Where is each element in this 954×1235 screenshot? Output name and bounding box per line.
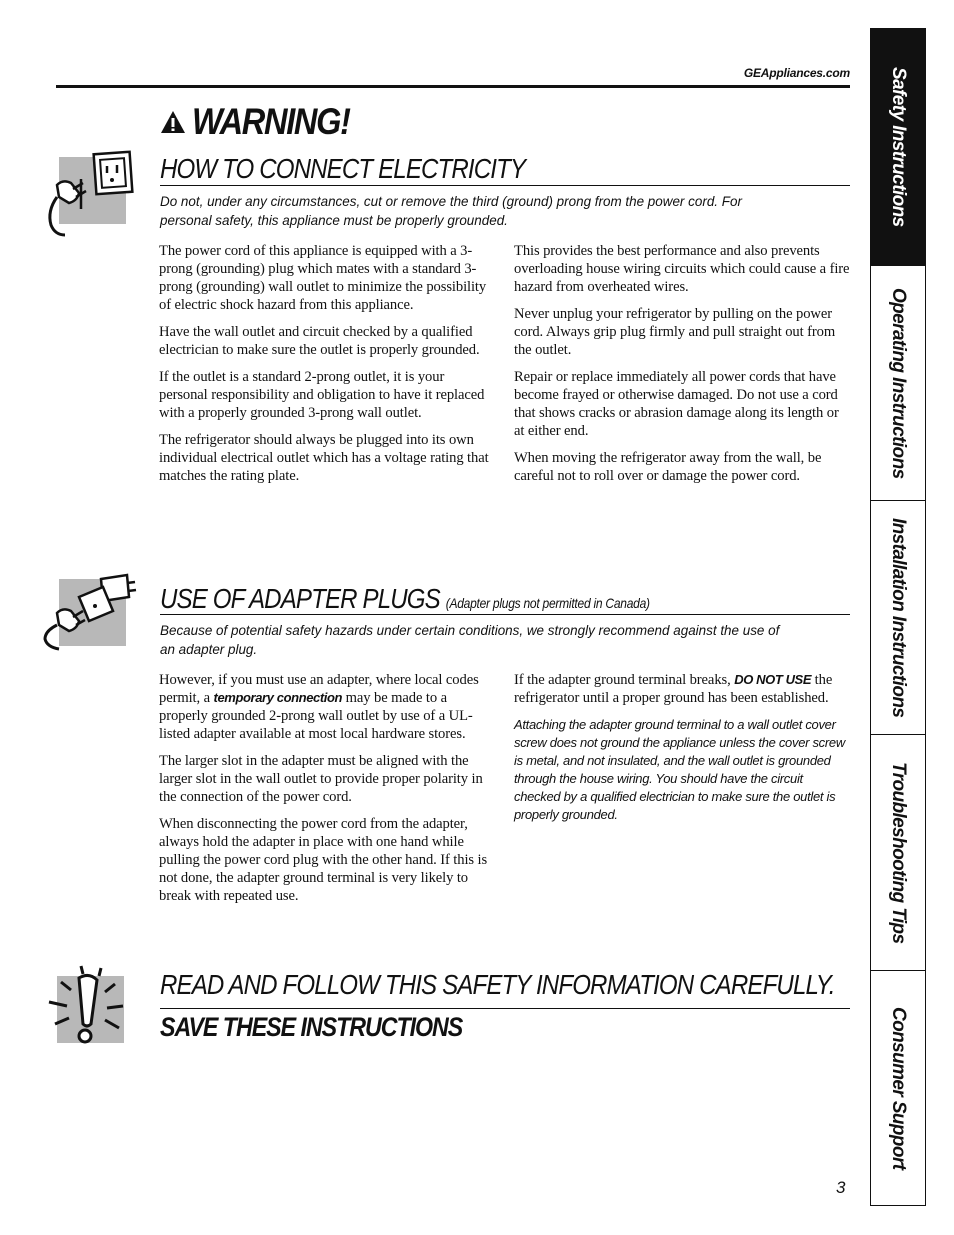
paragraph: Repair or replace immediately all power cords that have become frayed or otherwise damaged. Do not use a cord that shows cracks or abrasion damage along its length or at either end. bbox=[514, 369, 839, 439]
text-run: may be made to a properly grounded 2-prong wall outlet by use of a UL-listed adapter available at most local hardware stores. bbox=[159, 690, 473, 742]
electricity-right-column bbox=[514, 242, 852, 494]
paragraph: When moving the refrigerator away from the wall, be careful not to roll over or damage the power cord. bbox=[514, 450, 822, 484]
adapter-right-column bbox=[514, 671, 850, 833]
adapter-plug-icon bbox=[59, 579, 126, 646]
grounding-note: Attaching the adapter ground terminal to a wall outlet cover screw does not ground the appliance unless the cover screw is metal, and not insulated, and the wall outlet is grounded through the house wiring. You should have the circuit checked by a qualified electrician to make sure the outlet is properly grounded. bbox=[514, 717, 845, 822]
tab-operating-instructions[interactable] bbox=[870, 265, 926, 500]
tab-label: Safety Instructions bbox=[888, 67, 909, 227]
adapter-lead: Because of potential safety hazards under certain conditions, we strongly recommend against the use of an adapter plug. bbox=[160, 622, 780, 657]
emphasis-do-not-use: DO NOT USE bbox=[734, 672, 812, 687]
text-run: However, if you must use an adapter, where local codes permit, a bbox=[159, 672, 479, 706]
tab-installation-instructions[interactable] bbox=[870, 500, 926, 734]
top-rule bbox=[56, 85, 850, 88]
paragraph: This provides the best performance and also prevents overloading house wiring circuits which could cause a fire hazard from overheated wires. bbox=[514, 243, 850, 295]
plug-outlet-icon bbox=[59, 157, 126, 224]
electricity-lead: Do not, under any circumstances, cut or remove the third (ground) prong from the power cord. For personal safety, this appliance must be properly grounded. bbox=[160, 193, 742, 228]
read-follow-heading: READ AND FOLLOW THIS SAFETY INFORMATION CAREFULLY. bbox=[160, 969, 835, 1000]
section-title-electricity: HOW TO CONNECT ELECTRICITY bbox=[160, 153, 526, 184]
tab-label: Troubleshooting Tips bbox=[888, 761, 909, 944]
section-rule bbox=[160, 614, 850, 615]
tab-label: Operating Instructions bbox=[888, 287, 909, 479]
site-url: GEAppliances.com bbox=[743, 66, 850, 80]
save-instructions-heading: SAVE THESE INSTRUCTIONS bbox=[160, 1012, 463, 1042]
paragraph bbox=[159, 671, 494, 743]
paragraph: The power cord of this appliance is equipped with a 3-prong (grounding) plug which mates with a standard 3-prong (grounding) wall outlet to minimize the possibility of electric shock hazard from this appliance. bbox=[159, 243, 487, 313]
section-title-adapter bbox=[160, 583, 650, 615]
paragraph: The refrigerator should always be plugged into its own individual electrical outlet which has a voltage rating that matches the rating plate. bbox=[159, 432, 489, 484]
adapter-left-column bbox=[159, 671, 494, 914]
text-run: the refrigerator until a proper ground has been established. bbox=[514, 672, 833, 706]
page-number: 3 bbox=[836, 1178, 846, 1197]
paragraph: When disconnecting the power cord from the adapter, always hold the adapter in place with one hand while pulling the power cord plug with the other hand. If this is not done, the adapter ground terminal is very likely to break with repeated use. bbox=[159, 816, 488, 904]
paragraph: Have the wall outlet and circuit checked by a qualified electrician to make sure the outlet is properly grounded. bbox=[159, 324, 480, 358]
adapter-title: USE OF ADAPTER PLUGS bbox=[160, 583, 440, 614]
paragraph: If the outlet is a standard 2-prong outlet, it is your personal responsibility and obligation to have it replaced with a properly grounded 3-prong wall outlet. bbox=[159, 369, 485, 421]
paragraph bbox=[514, 671, 850, 707]
emphasis-temporary-connection: temporary connection bbox=[213, 690, 343, 705]
tab-safety-instructions[interactable] bbox=[870, 28, 926, 265]
text-run: If the adapter ground terminal breaks, bbox=[514, 672, 731, 688]
paragraph: The larger slot in the adapter must be aligned with the larger slot in the wall outlet to provide proper polarity in the connection of the power cord. bbox=[159, 753, 483, 805]
tab-label: Installation Instructions bbox=[888, 517, 909, 718]
warning-triangle-icon bbox=[160, 110, 186, 134]
adapter-note: (Adapter plugs not permitted in Canada) bbox=[445, 595, 650, 611]
paragraph: Never unplug your refrigerator by pulling on the power cord. Always grip plug firmly and pull straight out from the outlet. bbox=[514, 306, 836, 358]
warning-title: WARNING! bbox=[192, 101, 350, 142]
electricity-left-column bbox=[159, 242, 489, 494]
side-tabs bbox=[870, 28, 926, 1206]
tab-troubleshooting-tips[interactable] bbox=[870, 734, 926, 970]
exclamation-icon bbox=[57, 976, 124, 1043]
tab-label: Consumer Support bbox=[888, 1006, 909, 1170]
section-rule bbox=[160, 1008, 850, 1009]
section-rule bbox=[160, 185, 850, 186]
tab-consumer-support[interactable] bbox=[870, 970, 926, 1206]
warning-heading bbox=[160, 100, 371, 144]
